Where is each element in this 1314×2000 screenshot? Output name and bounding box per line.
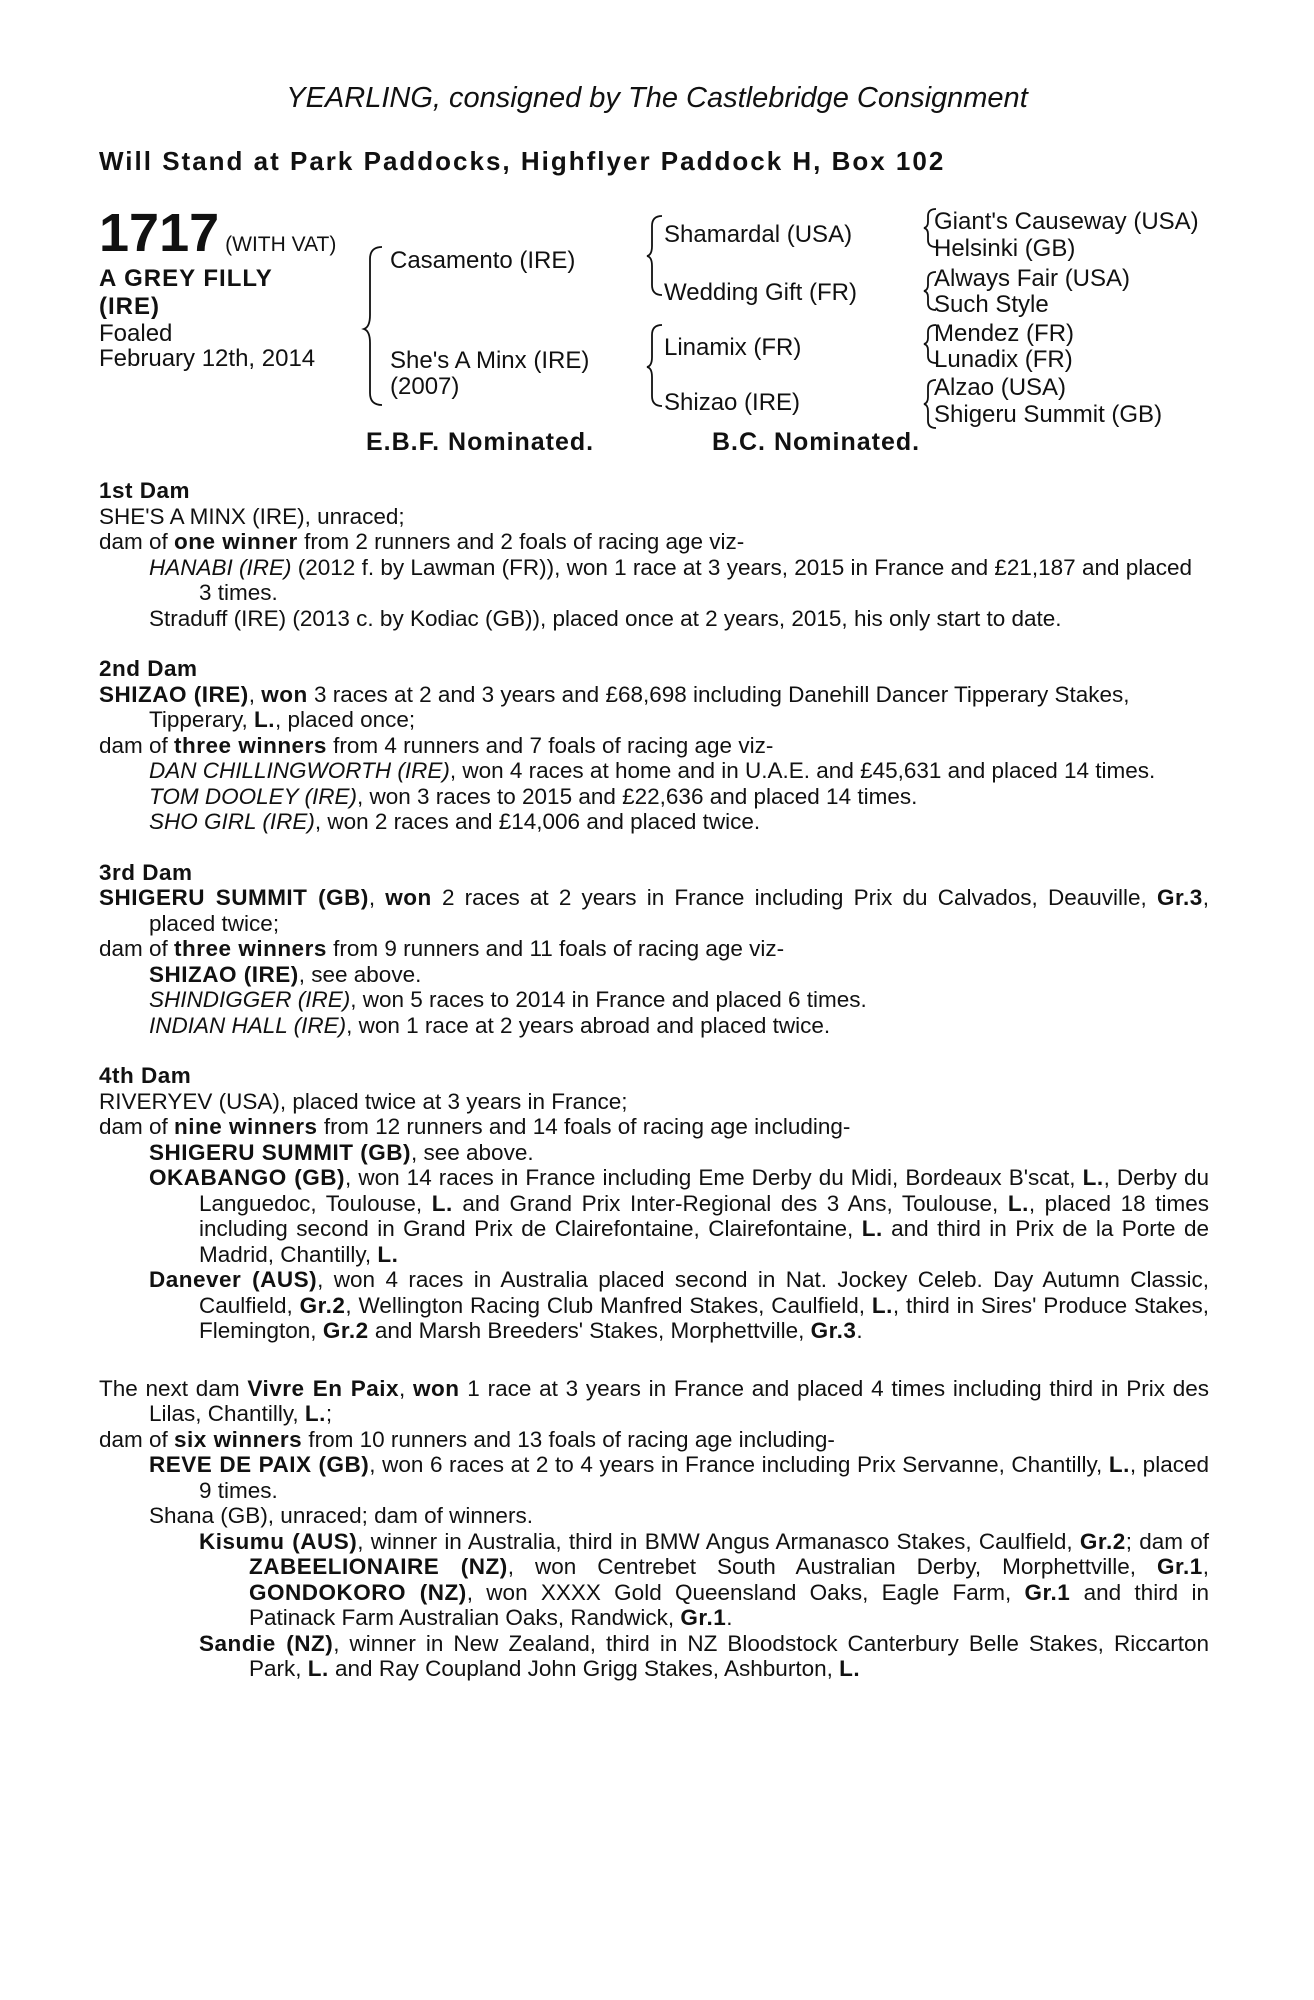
produce-entry: Kisumu (AUS), winner in Australia, third in BMW Angus Armanasco Stakes, Caulfield, Gr.2; dam of ZABEELIONAIRE (NZ), won Centrebet South Australian Derby, Morphettville, Gr.1, GONDOKORO (NZ), won XXXX Gold Queensland Oaks, Eagle Farm, Gr.1 and third in Patinack Farm Australian Oaks, Randwick, Gr.1. [199,1528,1210,1630]
sss-name: Giant's Causeway (USA) [934,208,1199,235]
produce-entry: Straduff (IRE) (2013 c. by Kodiac (GB)), placed once at 2 years, 2015, his only start to date. [149,605,1062,631]
sex-line-2: (IRE) [99,293,160,320]
second-dam-produce-line: dam of three winners from 4 runners and 7 foals of racing age viz- [99,732,774,758]
produce-entry: TOM DOOLEY (IRE), won 3 races to 2015 and £22,636 and placed 14 times. [149,783,918,809]
dss-name: Mendez (FR) [934,320,1075,347]
consignment-header: YEARLING, consigned by The Castlebridge Consignment [286,82,1028,114]
sire-name: Casamento (IRE) [390,247,576,274]
produce-entry: Sandie (NZ), winner in New Zealand, third in NZ Bloodstock Canterbury Belle Stakes, Riccarton Park, L. and Ray Coupland John Grigg Stakes, Ashburton, L. [199,1630,1209,1681]
dam-sire: Linamix (FR) [664,334,802,361]
produce-entry: SHINDIGGER (IRE), won 5 races to 2014 in France and placed 6 times. [149,987,867,1012]
third-dam-title: 3rd Dam [99,859,193,885]
first-dam-title: 1st Dam [99,478,191,503]
sire-dam: Wedding Gift (FR) [664,279,857,306]
sex-line-1: A GREY FILLY [99,265,273,292]
dam-name: She's A Minx (IRE) [390,347,590,374]
third-dam-section [99,860,1209,1039]
produce-entry: OKABANGO (GB), won 14 races in France including Eme Derby du Midi, Bordeaux B'scat, L., Derby du Languedoc, Toulouse, L. and Grand Prix Inter-Regional des 3 Ans, Toulouse, L., placed 18 times including second in Grand Prix de Clairefontaine, Clairefontaine, L. and third in Prix de la Porte de Madrid, Chantilly, L. [149,1165,1209,1267]
foaled-date: February 12th, 2014 [99,345,316,372]
dam-dam: Shizao (IRE) [664,389,801,416]
second-dam-title: 2nd Dam [99,656,198,681]
fourth-dam-section [99,1063,1209,1344]
first-dam-section [99,478,1209,631]
produce-entry: INDIAN HALL (IRE), won 1 race at 2 years abroad and placed twice. [149,1012,831,1038]
third-dam-produce-line: dam of three winners from 9 runners and 11 foals of racing age viz- [99,936,785,961]
third-dam-line: SHIGERU SUMMIT (GB), won 2 races at 2 years in France including Prix du Calvados, Deauville, Gr.3, placed twice; [99,885,1209,936]
first-dam-produce-line: dam of one winner from 2 runners and 2 foals of racing age viz- [99,529,745,554]
produce-entry: HANABI (IRE) (2012 f. by Lawman (FR)), won 1 race at 3 years, 2015 in France and £21,187 and placed 3 times. [149,554,1193,605]
bc-nominated: B.C. Nominated. [712,428,921,456]
stand-location: Will Stand at Park Paddocks, Highflyer Paddock H, Box 102 [99,146,946,176]
ssd-name: Helsinki (GB) [934,235,1076,262]
lot-number-value: 1717 [99,203,220,263]
produce-entry: Shana (GB), unraced; dam of winners. [149,1503,533,1528]
ddd-name: Shigeru Summit (GB) [934,401,1163,428]
produce-entry: SHO GIRL (IRE), won 2 races and £14,006 and placed twice. [149,809,761,834]
fourth-dam-title: 4th Dam [99,1063,192,1088]
dam-year: (2007) [390,373,460,400]
foaled-label: Foaled [99,320,173,347]
produce-entry: DAN CHILLINGWORTH (IRE), won 4 races at home and in U.A.E. and £45,631 and placed 14 times. [149,758,1156,783]
fourth-dam-produce-line: dam of nine winners from 12 runners and 14 foals of racing age including- [99,1114,851,1139]
produce-entry: REVE DE PAIX (GB), won 6 races at 2 to 4 years in France including Prix Servanne, Chantilly, L., placed 9 times. [149,1452,1209,1503]
second-dam-section [99,656,1209,835]
dsd-name: Lunadix (FR) [934,346,1073,373]
next-dam-section [99,1376,1209,1682]
catalogue-body [99,478,1209,1682]
sds-name: Always Fair (USA) [934,265,1131,292]
produce-entry: SHIZAO (IRE), see above. [149,961,422,987]
next-dam-produce-line: dam of six winners from 10 runners and 13 foals of racing age including- [99,1426,835,1452]
next-dam-line: The next dam Vivre En Paix, won 1 race at 3 years in France and placed 4 times including third in Prix des Lilas, Chantilly, L.; [99,1375,1209,1426]
produce-entry: SHIGERU SUMMIT (GB), see above. [149,1139,534,1165]
vat-label: (WITH VAT) [225,233,337,256]
ebf-nominated: E.B.F. Nominated. [366,428,595,456]
first-dam-line: SHE'S A MINX (IRE), unraced; [99,503,405,529]
sire-sire: Shamardal (USA) [664,221,853,248]
sdd-name: Such Style [934,291,1049,318]
produce-entry: Danever (AUS), won 4 races in Australia placed second in Nat. Jockey Celeb. Day Autumn Classic, Caulfield, Gr.2, Wellington Racing Club Manfred Stakes, Caulfield, L., third in Sires' Produce Stakes, Flemington, Gr.2 and Marsh Breeders' Stakes, Morphettville, Gr.3. [149,1267,1209,1343]
fourth-dam-line: RIVERYEV (USA), placed twice at 3 years in France; [99,1088,628,1114]
dds-name: Alzao (USA) [934,374,1067,401]
second-dam-line: SHIZAO (IRE), won 3 races at 2 and 3 years and £68,698 including Danehill Dancer Tipperary Stakes, Tipperary, L., placed once; [99,681,1130,732]
